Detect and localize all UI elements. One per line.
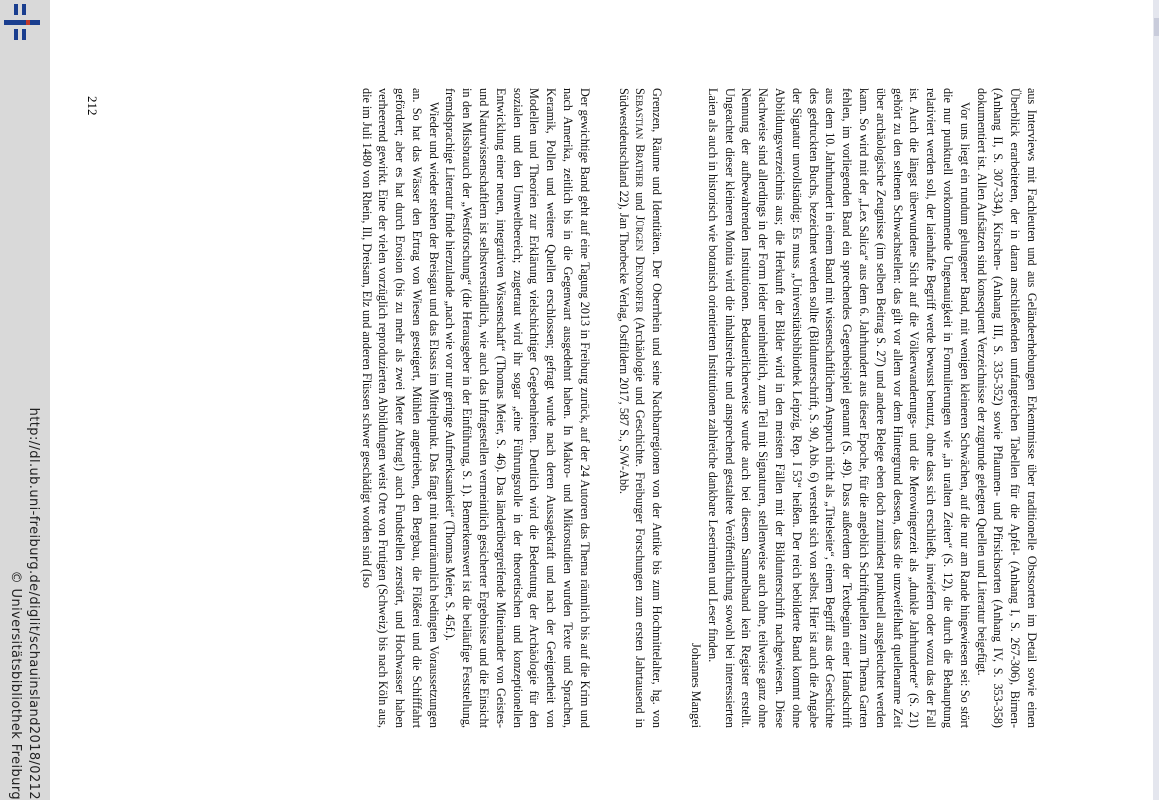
copyright-notice: © Universitätsbibliothek Freiburg: [8, 570, 23, 800]
page-text-block: [80, 88, 1040, 728]
paragraph: Wieder und wieder stehen der Breisgau und das Elsass im Mittelpunkt. Das fängt mit naturräumlich bedingten Voraussetzungen an. So hat das Wässer den Ertrag von Wiesen gesteigert, Mühlen angetrieben, den Bergbau, die Flößerei und die Schifffahrt gefördert; aber es hat durch Erosion (bis zu mehr als zwei Meter Abtrag!) auch Fundstellen zerstört, und Hochwasser haben verheerend gewirkt. Eine der vielen vorzüglich reproduzierten Abbildungen weist Orte von Frutigen (Schweiz) bis nach Köln aus, die im Juli 1480 von Rhein, Ill, Dreisam, Elz und anderen Flüssen schwer geschädigt worden sind (Iso: [359, 88, 441, 728]
scroll-indicator[interactable]: [1154, 18, 1159, 36]
viewer-sidebar: [0, 0, 50, 800]
review-heading-series: (Archäologie und Geschichte. Freiburger Forschungen zum ersten Jahrtausend in Südwestdeutschland 22), Jan Thorbecke Verlag, Ostfildern 2017, 587 S., S/W-Abb.: [616, 88, 648, 728]
paragraph: Vor uns liegt ein rundum gelungener Band, mit wenigen kleineren Schwächen, auf die nur am Rande hingewiesen sei: So stört die nur punktuell vorkommende Ungenauigkeit in Formulierungen wie „in uralten Zeiten“ (S. 12), die durch die Behauptung relativiert werden soll, der laienhafte Begriff werde bewusst benutzt, ohne dass sich erschließt, inwiefern oder wozu das der Fall ist. Auch die längst überwundene Sicht auf die Völkerwanderungs- und die Merowingerzeit als „dunkle Jahrhunderte“ (S. 21) gehört zu den seltenen Schwachstellen: das gilt vor allem vor dem Hintergrund dessen, dass die unzweifelhaft quellenarme Zeit über archäologische Zeugnisse (im selben Beitrag S. 27) und andere Belege eben doch zumindest punktuell ausgeleuchtet werden kann. So wird mit der „Lex Salica“ aus dem 6. Jahrhundert aus dieser Epoche, für die angeblich Schriftquellen zum Thema Garten fehlen, im vorliegenden Band ein sprechendes Gegenbeispiel genannt (S. 49). Dass außerdem der Textbeginn einer Handschrift aus dem 10. Jahrhundert in einem Band mit wissenschaftlichem Anspruch nicht als „Titelseite“, einem Begriff aus der Geschichte des gedruckten Buchs, bezeichnet werden sollte (Bildunterschrift, S. 90, Abb. 6) versteht sich von selbst. Hier ist auch die Angabe der Signatur unvollständig: Es muss „Universitätsbibliothek Leipzig, Rep. I 53“ heißen. Der reich bebilderte Band kommt ohne Abbildungsverzeichnis aus; die Herkunft der Bilder wird in den meisten Fällen mit der Bildunterschrift nachgewiesen. Diese Nachweise sind allerdings in der Form leider uneinheitlich, zum Teil mit Signaturen, stellenweise auch ohne, teilweise ganz ohne Nennung der aufbewahrenden Institutionen. Bedauerlicherweise wurde auch bei diesem Sammelband kein Register erstellt. Ungeachtet dieser kleineren Monita wird die inhaltsreiche und ansprechend gestaltete Veröffentlichung sowohl bei interessierten Laien als auch in historisch wie botanisch orientierten Institutionen zahlreiche dankbare Leserinnen und Leser finden.: [705, 88, 972, 728]
document-url-and-copyright: [8, 0, 42, 800]
viewer-right-strip: [1153, 0, 1159, 800]
page-number: 212: [85, 96, 100, 116]
review-heading-joiner: und: [633, 187, 648, 216]
review-heading: [615, 88, 665, 728]
review-signature: Johannes Mangei: [689, 643, 704, 728]
paragraph: aus Interviews mit Fachleuten und aus Geländeerhebungen Erkenntnisse über traditionelle Obstsorten im Detail sowie einen Überblick erarbeiteten, der in daran anschließenden umfangreichen Tabellen für die Apfel- (Anhang I, S. 267-306), Birnen- (Anhang II, S. 307-334), Kirschen- (Anhang III, S. 335-352) sowie Pflaumen- und Pfirsichsorten (Anhang IV, S. 353-358) dokumentiert ist. Allen Aufsätzen sind konsequent Verzeichnisse der zugrunde gelegten Quellen und Literatur beigefügt.: [974, 88, 1039, 728]
section-gap: [665, 88, 687, 728]
editor-name: Jürgen Dendorfer: [633, 215, 648, 313]
document-url[interactable]: http://dl.ub.uni-freiburg.de/diglit/schauinsland2018/0212: [26, 407, 41, 800]
review-heading-title: Grenzen, Räume und Identitäten. Der Oberrhein und seine Nachbarregionen von der Antike bis zum Hochmittelalter, hg. von: [650, 88, 665, 728]
editor-name: Sebastian Brather: [633, 88, 648, 188]
section-gap: [593, 88, 615, 728]
paragraph: Der gewichtige Band geht auf eine Tagung 2013 in Freiburg zurück, auf der 24 Autoren das Thema räumlich bis auf die Krim und nach Amerika, zeitlich bis in die Gegenwart ausgedehnt haben. In Makro- und Mikrostudien wurden Texte und Sprachen, Keramik, Pollen und weitere Quellen erschlossen; gefragt wurde nach deren Aussagekraft und nach der Geeignetheit von Modellen und Theorien zur Erklärung vielschichtiger Gegebenheiten. Deutlich wird die Bedeutung der Archäologie für den sozialen und den Umweltbereich; zugetraut wird ihr sogar „eine Führungsrolle in der theoretischen und konzeptionellen Entwicklung einer neuen, integrativen Wissenschaft“ (Thomas Meier, S. 46). Das länderübergreifende Miteinander von Geistes- und Naturwissenschaftlern ist selbstverständlich, wie auch das Infragestellen vermeintlich gesicherter Ergebnisse und die Einsicht in den Missbrauch der „Westforschung“ (die Herausgeber in der Einführung, S. 1). Bemerkenswert ist die beiläufige Feststellung, fremdsprachige Literatur finde hierzulande „nach wie vor nur geringe Aufmerksamkeit“ (Thomas Meier, S. 45f.).: [443, 88, 592, 728]
